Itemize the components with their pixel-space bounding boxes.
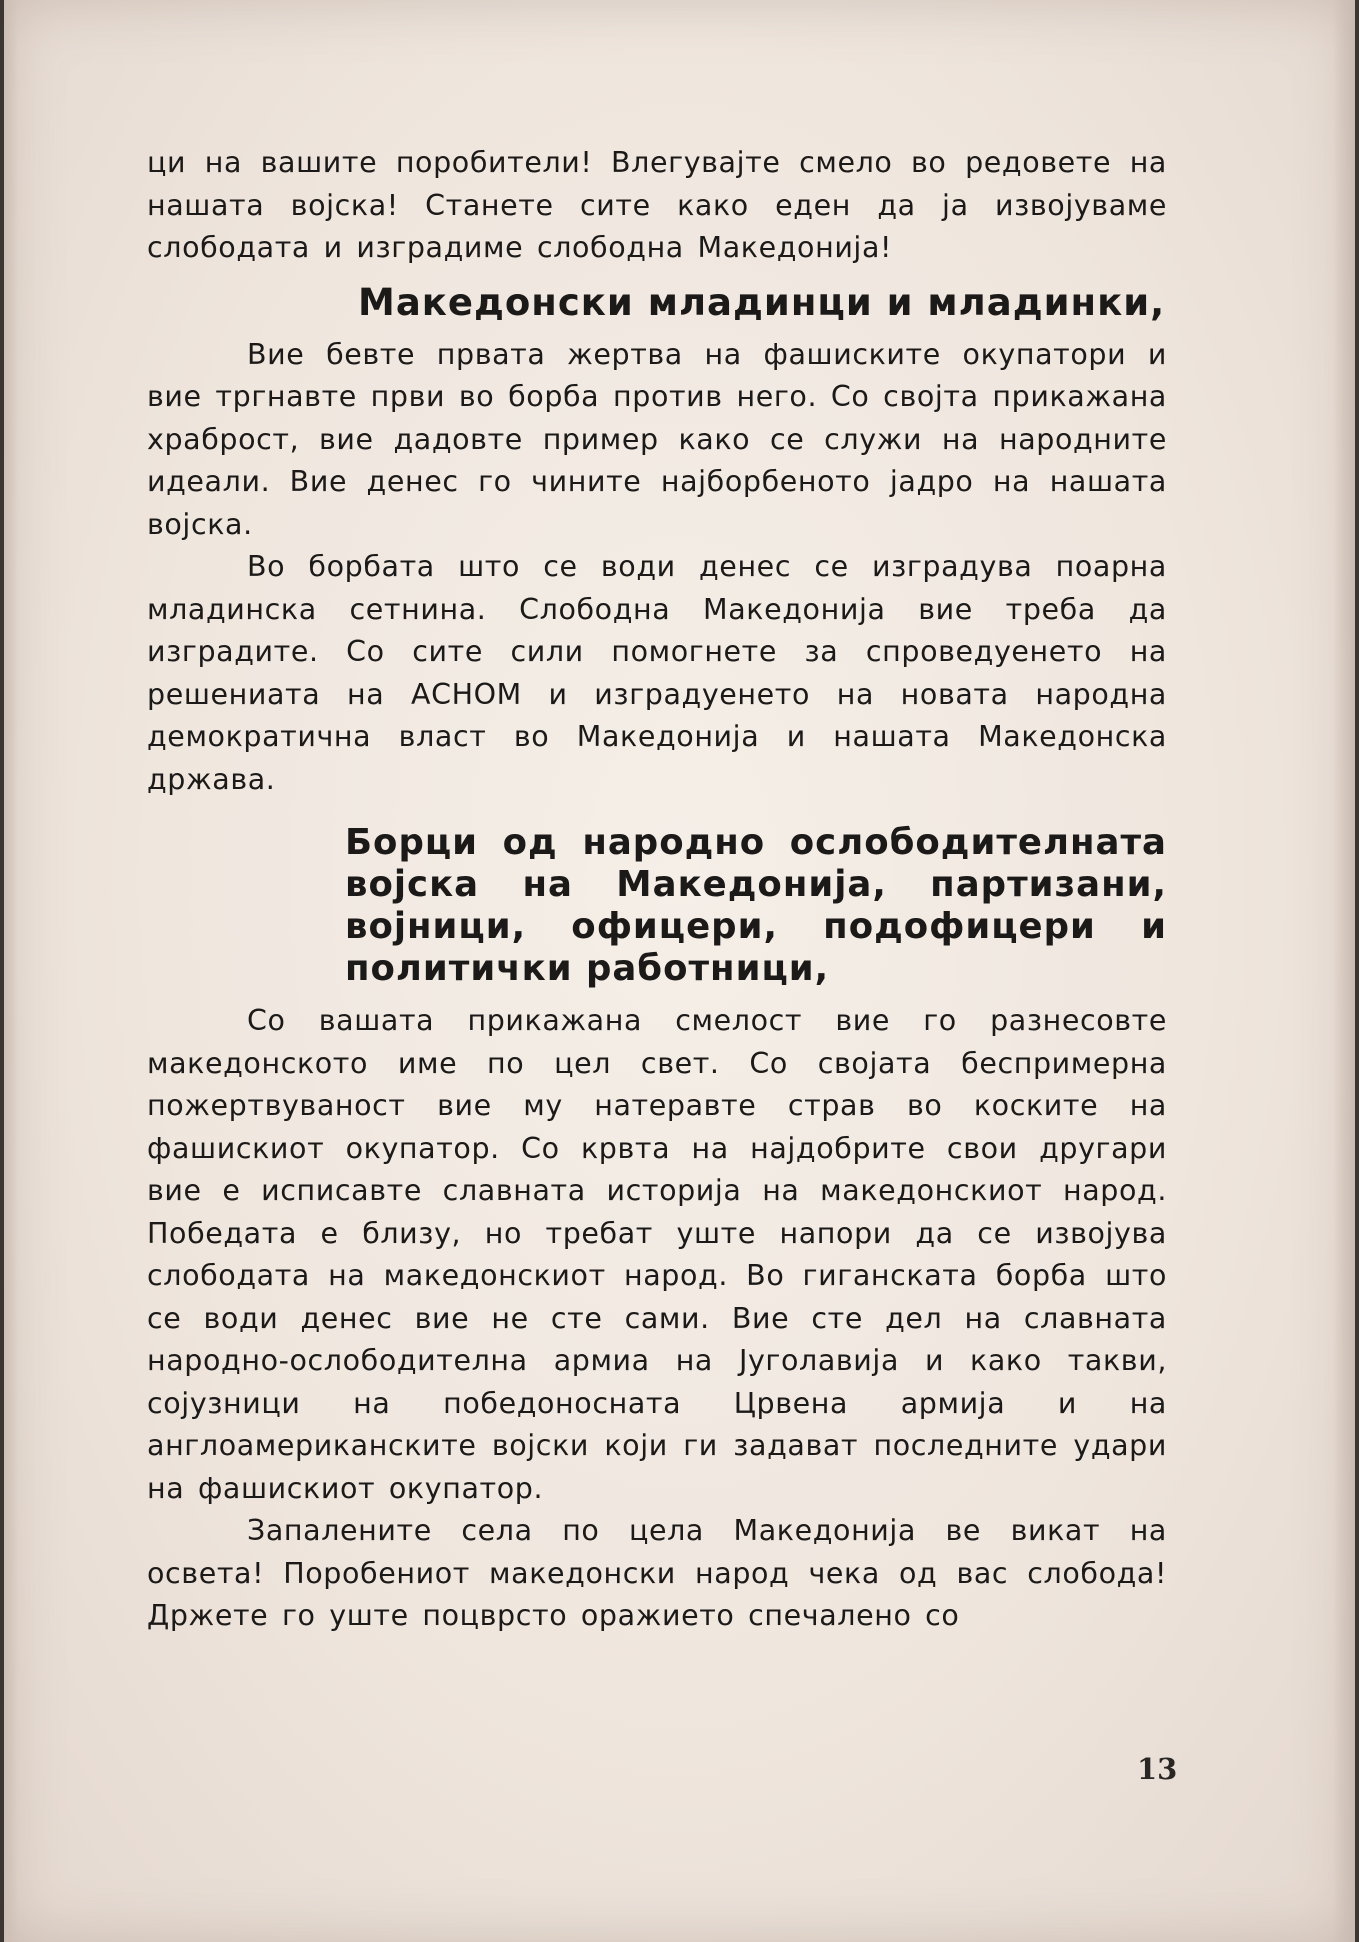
book-page <box>4 0 1355 1942</box>
page-edge-right-shadow <box>1333 0 1355 1942</box>
page-number: 13 <box>1137 1752 1178 1786</box>
paragraph-burned-villages: Запалените села по цела Македонија ве викат на освета! Поробениот македонски народ чека од вас слобода! Држете го уште поцврсто оражието спечалено со <box>147 1514 1167 1632</box>
paragraph-youth-building: Во борбата што се води денес се изградува поарна младинска сетнина. Слободна Македонија вие треба да изградите. Со сите сили помогнете за спроведуенето на решениата на АСНОМ и изградуенето на новата народна демократична власт во Македонија и нашата Македонска држава. <box>147 550 1167 796</box>
paragraph-fighters-courage: Со вашата прикажана смелост вие го разнесовте македонското име по цел свет. Со својата беспримерна пожертвуваност вие му натеравте страв во коските на фашискиот окупатор. Со крвта на најдобрите свои другари вие е исписавте славната историја на македонскиот народ. Победата е близу, но требат уште напори да се извојува слободата на македонскиот народ. Во гиганската борба што се води денес вие не сте сами. Вие сте дел на славната народно-ослободителна армиа на Југолавија и како такви, сојузници на победоносната Црвена армија и на англоамериканските војски који ги задават последните удари на фашискиот окупатор. <box>147 1004 1167 1505</box>
paragraph-continuation: ци на вашите поробители! Влегувајте смело во редовете на нашата војска! Станете сите како еден да ја извојуваме слободата и изградиме слободна Македонија! <box>147 146 1167 264</box>
page-text-block <box>147 142 1167 1638</box>
heading-youth-address: Македонски младинци и младинки, <box>358 280 1166 324</box>
heading-fighters-address: Борци од народно ослободителната војска на Македонија, партизани, војници, офицери, подофицери и политички работници, <box>345 822 1167 989</box>
page-edge-left-shadow <box>4 0 18 1942</box>
paragraph-youth-sacrifice: Вие бевте првата жертва на фашиските окупатори и вие тргнавте први во борба против него. Со својта прикажана храброст, вие дадовте пример како се служи на народните идеали. Вие денес го чините најборбеното јадро на нашата војска. <box>147 337 1167 541</box>
